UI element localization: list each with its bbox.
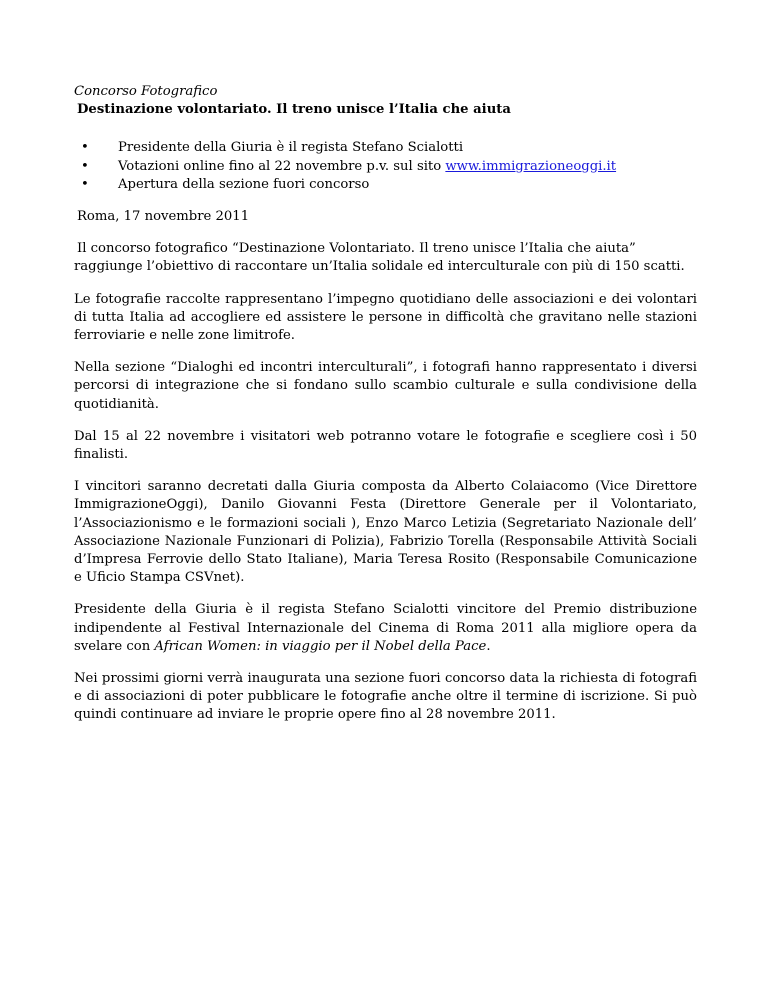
bullet-icon: • bbox=[81, 158, 89, 174]
highlight-item bbox=[74, 176, 697, 194]
bullet-icon: • bbox=[81, 176, 89, 192]
website-link[interactable]: www.immigrazioneoggi.it bbox=[445, 158, 617, 174]
paragraph-president-text: Presidente della Giuria è il regista Stefano Scialotti vincitore del Premio distribuzione indipendente al Festival Internazionale del Cinema di Roma 2011 alla migliore opera da svelare con bbox=[74, 602, 697, 654]
paragraph-intro: Il concorso fotografico “Destinazione Volontariato. Il treno unisce l’Italia che aiuta” raggiunge l’obiettivo di raccontare un’Italia solidale ed interculturale con più di 150 scatti. bbox=[74, 241, 685, 275]
highlight-text: Votazioni online fino al 22 novembre p.v. sul sito bbox=[118, 158, 446, 174]
highlight-item bbox=[74, 139, 697, 157]
document-headline: Destinazione volontariato. Il treno unisce l’Italia che aiuta bbox=[77, 102, 511, 118]
paragraph-president bbox=[74, 601, 697, 656]
paragraph-out-of-competition: Nei prossimi giorni verrà inaugurata una sezione fuori concorso data la richiesta di fotografi e di associazioni di poter pubblicare le fotografie anche oltre il termine di iscrizione. Si può quindi continuare ad inviare le proprie opere fino al 28 novembre 2011. bbox=[74, 671, 697, 723]
paragraph-photos: Le fotografie raccolte rappresentano l’impegno quotidiano delle associazioni e dei volontari di tutta Italia ad accogliere ed assistere le persone in difficoltà che gravitano nelle stazioni ferroviarie e nelle zone limitrofe. bbox=[74, 291, 697, 344]
paragraph-voting: Dal 15 al 22 novembre i visitatori web potranno votare le fotografie e scegliere così i 50 finalisti. bbox=[74, 428, 697, 463]
document-page bbox=[74, 83, 697, 725]
paragraph-section: Nella sezione “Dialoghi ed incontri interculturali”, i fotografi hanno rappresentato i diversi percorsi di integrazione che si fondano sullo scambio culturale e sulla condivisione della quotidianità. bbox=[74, 360, 697, 412]
dateline: Roma, 17 novembre 2011 bbox=[77, 209, 250, 225]
highlights-list bbox=[74, 139, 697, 194]
paragraph-president-end: . bbox=[486, 638, 491, 654]
document-kicker: Concorso Fotografico bbox=[74, 84, 218, 99]
bullet-icon: • bbox=[81, 140, 89, 156]
highlight-text: Apertura della sezione fuori concorso bbox=[118, 176, 370, 192]
highlight-text: Presidente della Giuria è il regista Stefano Scialotti bbox=[118, 140, 464, 156]
highlight-item bbox=[74, 158, 697, 176]
paragraph-jury: I vincitori saranno decretati dalla Giuria composta da Alberto Colaiacomo (Vice Direttore ImmigrazioneOggi), Danilo Giovanni Festa (Direttore Generale per il Volontariato, l’Associazionismo e le formazioni sociali ), Enzo Marco Letizia (Segretariato Nazionale dell’ Associazione Nazionale Funzionari di Polizia), Fabrizio Torella (Responsabile Attività Sociali d’Impresa Ferrovie dello Stato Italiane), Maria Teresa Rosito (Responsabile Comunicazione e Uficio Stampa CSVnet). bbox=[74, 479, 697, 586]
film-title: African Women: in viaggio per il Nobel della Pace bbox=[154, 638, 487, 654]
